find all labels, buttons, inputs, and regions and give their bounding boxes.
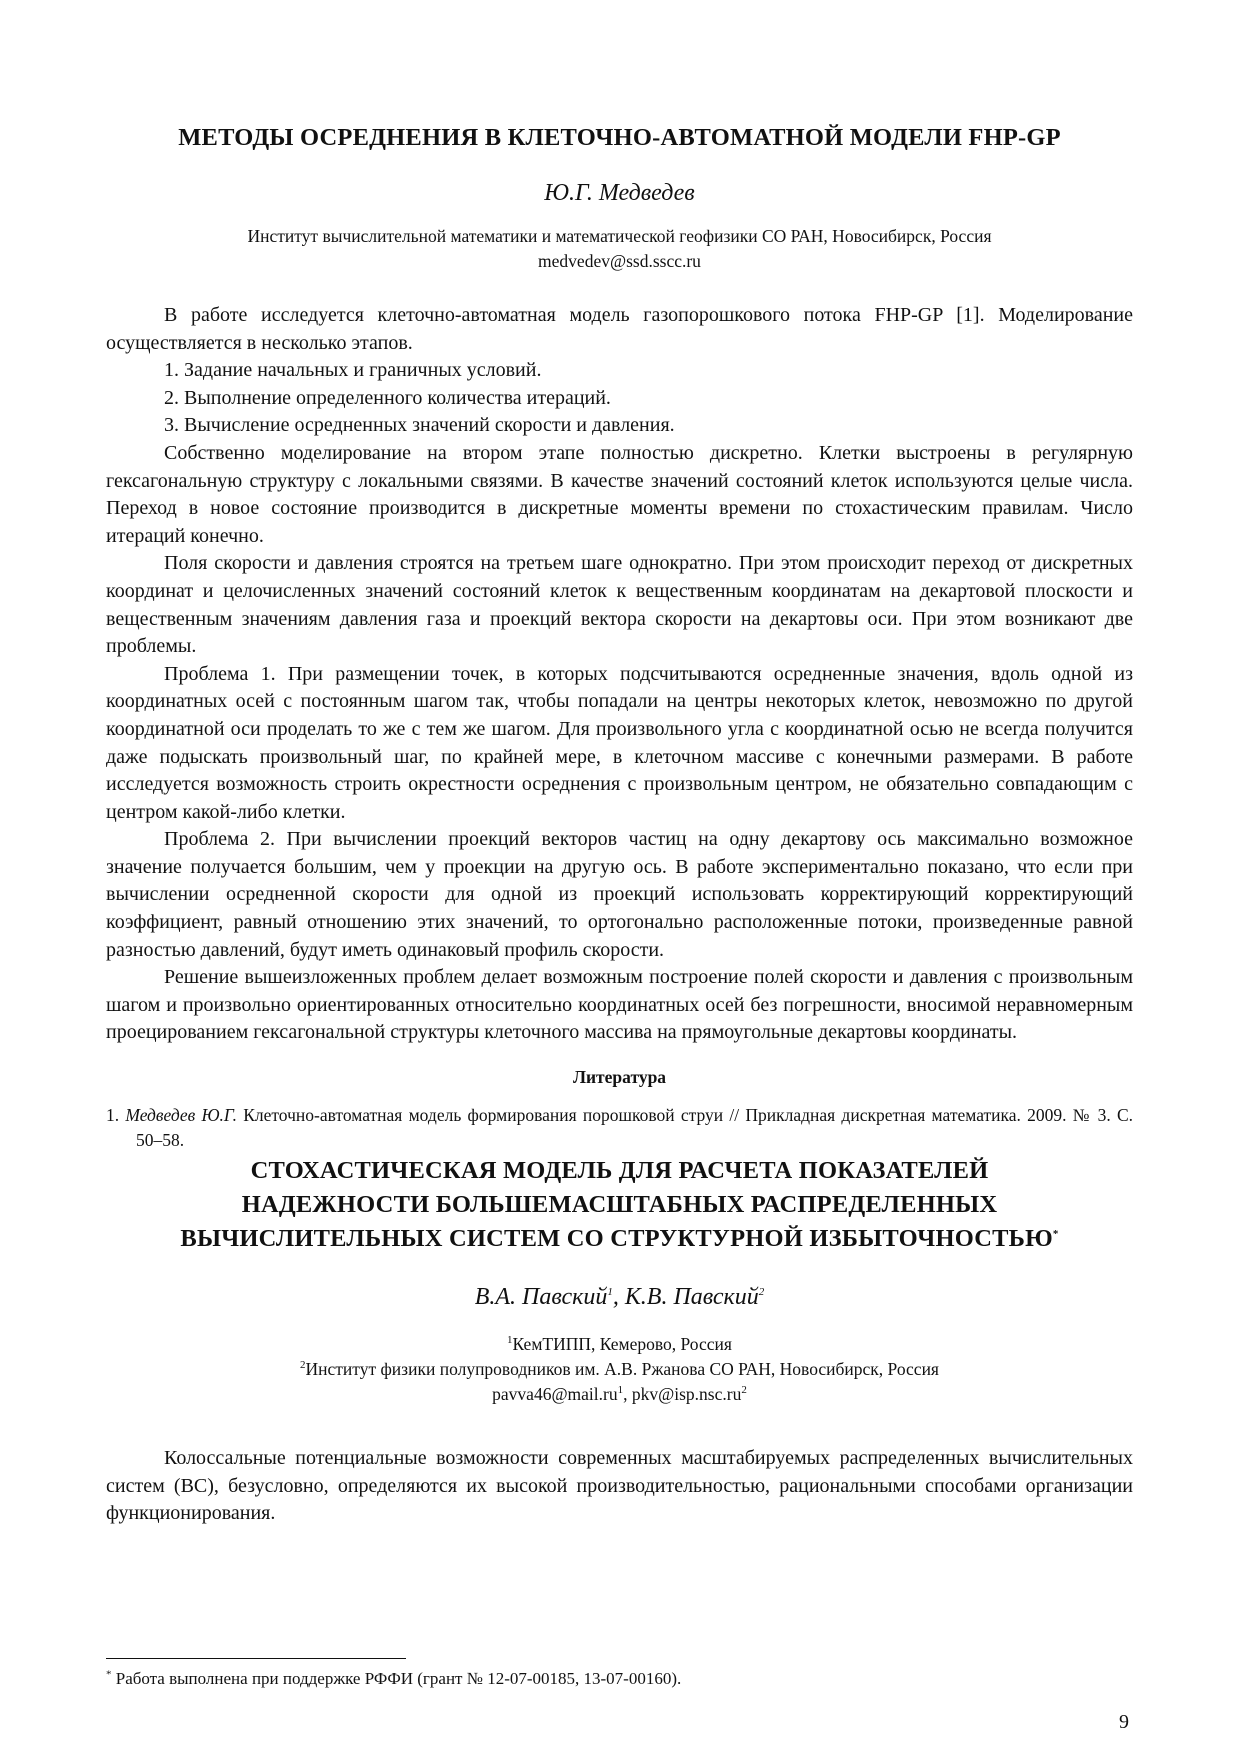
reference-number: 1. [106, 1105, 120, 1126]
title-line: НАДЕЖНОСТИ БОЛЬШЕМАСШТАБНЫХ РАСПРЕДЕЛЕННЫХ [241, 1191, 998, 1218]
affiliation-marker: 1 [617, 1384, 624, 1397]
footnote-marker: * [106, 1668, 112, 1681]
article-1-author: Ю.Г. Медведев [544, 180, 695, 206]
affiliation-marker: 1 [507, 1334, 513, 1347]
footnote-marker: * [1052, 1227, 1059, 1240]
footnote-divider [106, 1658, 406, 1659]
paragraph: Проблема 2. При вычислении проекций векторов частиц на одну декартову ось максимально возможное значение получается большим, чем у проекции на другую ось. В работе экспериментально показано, что если при вычислении осредненной скорости для одной из проекций использовать корректирующий корректирующий коэффициент, равный отношению этих значений, то ортогонально расположенные потоки, произведенные равной разностью давлений, будут иметь одинаковый профиль скорости. [106, 828, 1133, 961]
title-line: ВЫЧИСЛИТЕЛЬНЫХ СИСТЕМ СО СТРУКТУРНОЙ ИЗБЫТОЧНОСТЬЮ [180, 1225, 1053, 1252]
affiliation-marker: 2 [741, 1384, 747, 1397]
list-item: 3. Вычисление осредненных значений скорости и давления. [164, 414, 675, 437]
affiliation-marker: 2 [300, 1359, 306, 1372]
article-1 [106, 121, 1133, 1153]
title-line: СТОХАСТИЧЕСКАЯ МОДЕЛЬ ДЛЯ РАСЧЕТА ПОКАЗАТЕЛЕЙ [250, 1157, 989, 1184]
reference-item [106, 1103, 1133, 1153]
paragraph: Собственно моделирование на втором этапе полностью дискретно. Клетки выстроены в регулярную гексагональную структуру с локальными связями. В качестве значений состояний клеток используются целые числа. Переход в новое состояние производится в дискретные моменты времени по стохастическим правилам. Число итераций конечно. [106, 441, 1133, 547]
paragraph: Проблема 1. При размещении точек, в которых подсчитываются осредненные значения, вдоль одной из координатных осей с постоянным шагом так, чтобы попадали на центры некоторых клеток, невозможно по другой координатной оси проделать то же с тем же шагом. Для произвольного угла с координатной осью не всегда получится даже подыскать произвольный шаг, по крайней мере, в клеточном массиве с конечными размерами. В работе исследуется возможность строить окрестности осреднения с произвольным центром, не обязательно совпадающим с центром какой-либо клетки. [106, 662, 1133, 823]
article-2-authors [106, 1282, 1133, 1312]
list-item: 1. Задание начальных и граничных условий. [164, 359, 542, 382]
article-2-title [106, 1154, 1133, 1256]
author-separator: , [612, 1284, 625, 1310]
affiliation-marker: 1 [607, 1286, 613, 1298]
affiliation-marker: 2 [758, 1286, 765, 1298]
article-2 [106, 1154, 1133, 1528]
email-separator: , [623, 1384, 632, 1404]
article-1-body [106, 302, 1133, 1047]
article-1-email: medvedev@ssd.sscc.ru [538, 251, 701, 271]
reference-authors: Медведев Ю.Г. [125, 1105, 237, 1126]
reference-text: Клеточно-автоматная модель формирования порошковой струи // Прикладная дискретная математика. 2009. № 3. С. 50–58. [136, 1105, 1133, 1151]
author-name: К.В. Павский [624, 1284, 759, 1310]
author-name: В.А. Павский [474, 1284, 608, 1310]
paragraph: Поля скорости и давления строятся на третьем шаге однократно. При этом происходит переход от дискретных координат и целочисленных значений состояний клеток к вещественным координатам на декартовой плоскости и вещественным значениям давления газа и проекций вектора скорости на декартовы оси. При этом возникают две проблемы. [106, 552, 1133, 658]
email: pavva46@mail.ru [492, 1384, 618, 1404]
footnote [106, 1667, 681, 1691]
literature-heading: Литература [572, 1067, 667, 1088]
affiliation-1 [106, 1332, 1133, 1357]
paragraph: Колоссальные потенциальные возможности современных масштабируемых распределенных вычислительных систем (ВС), безусловно, определяются их высокой производительностью, рациональными способами организации функционирования. [106, 1447, 1133, 1525]
page-number: 9 [1119, 1711, 1129, 1733]
list-item: 2. Выполнение определенного количества итераций. [164, 386, 611, 409]
affiliation-text: Институт физики полупроводников им. А.В. Ржанова СО РАН, Новосибирск, Россия [305, 1359, 939, 1379]
article-2-emails [106, 1382, 1133, 1407]
article-1-title: МЕТОДЫ ОСРЕДНЕНИЯ В КЛЕТОЧНО-АВТОМАТНОЙ МОДЕЛИ FHP-GP [178, 124, 1061, 151]
affiliation-2 [106, 1357, 1133, 1382]
footnote-text: Работа выполнена при поддержке РФФИ (грант № 12-07-00185, 13-07-00160). [111, 1669, 682, 1688]
affiliation-text: КемТИПП, Кемерово, Россия [512, 1334, 732, 1354]
article-1-affiliation: Институт вычислительной математики и математической геофизики СО РАН, Новосибирск, Россия [247, 226, 992, 246]
paragraph: Решение вышеизложенных проблем делает возможным построение полей скорости и давления с произвольным шагом и произвольно ориентированных относительно координатных осей без погрешности, вносимой неравномерным проецированием гексагональной структуры клеточного массива на прямоугольные декартовы координаты. [106, 966, 1133, 1044]
email: pkv@isp.nsc.ru [631, 1384, 742, 1404]
article-2-body [106, 1445, 1133, 1528]
paragraph: В работе исследуется клеточно-автоматная модель газопорошкового потока FHP-GP [1]. Моделирование осуществляется в несколько этапов. [106, 304, 1133, 354]
